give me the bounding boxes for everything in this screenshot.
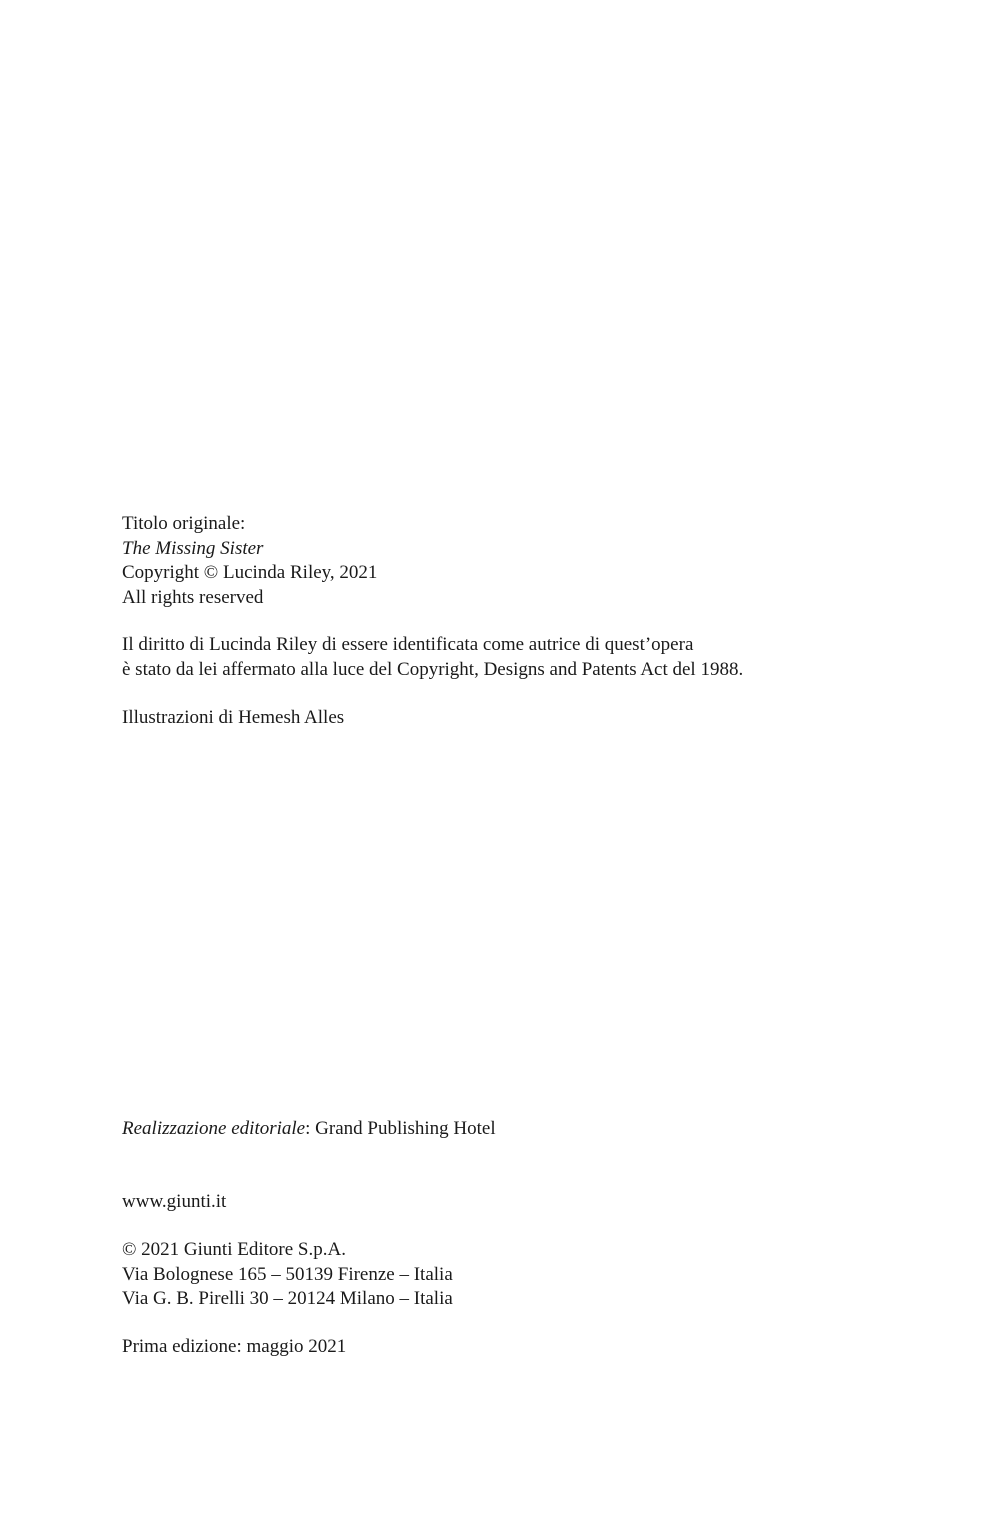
publisher-copyright: © 2021 Giunti Editore S.p.A. [122,1239,346,1260]
address-milan: Via G. B. Pirelli 30 – 20124 Milano – Italia [122,1288,453,1309]
illustrations-credit: Illustrazioni di Hemesh Alles [122,707,345,728]
rights-reserved: All rights reserved [122,586,264,608]
original-title-label: Titolo originale: [122,513,246,534]
copyright-line: Copyright © Lucinda Riley, 2021 [122,562,378,583]
first-edition: Prima edizione: maggio 2021 [122,1336,347,1357]
illustrations-credit-block [122,706,344,731]
editorial-credit [122,1117,496,1142]
edition-block [122,1335,346,1360]
moral-rights-block [122,633,743,682]
publisher-block [122,1238,453,1312]
publisher-website: www.giunti.it [122,1191,227,1212]
website-block [122,1190,226,1215]
address-florence: Via Bolognese 165 – 50139 Firenze – Italia [122,1263,453,1285]
original-title: The Missing Sister [122,537,264,559]
editorial-credit-block [122,1117,496,1142]
original-title-block [122,512,377,610]
moral-rights-line-2: è stato da lei affermato alla luce del Copyright, Designs and Patents Act del 1988. [122,658,744,680]
editorial-label: Realizzazione editoriale [122,1118,306,1139]
editorial-value: : Grand Publishing Hotel [305,1118,496,1139]
moral-rights-line-1: Il diritto di Lucinda Riley di essere identificata come autrice di quest’opera [122,634,694,655]
